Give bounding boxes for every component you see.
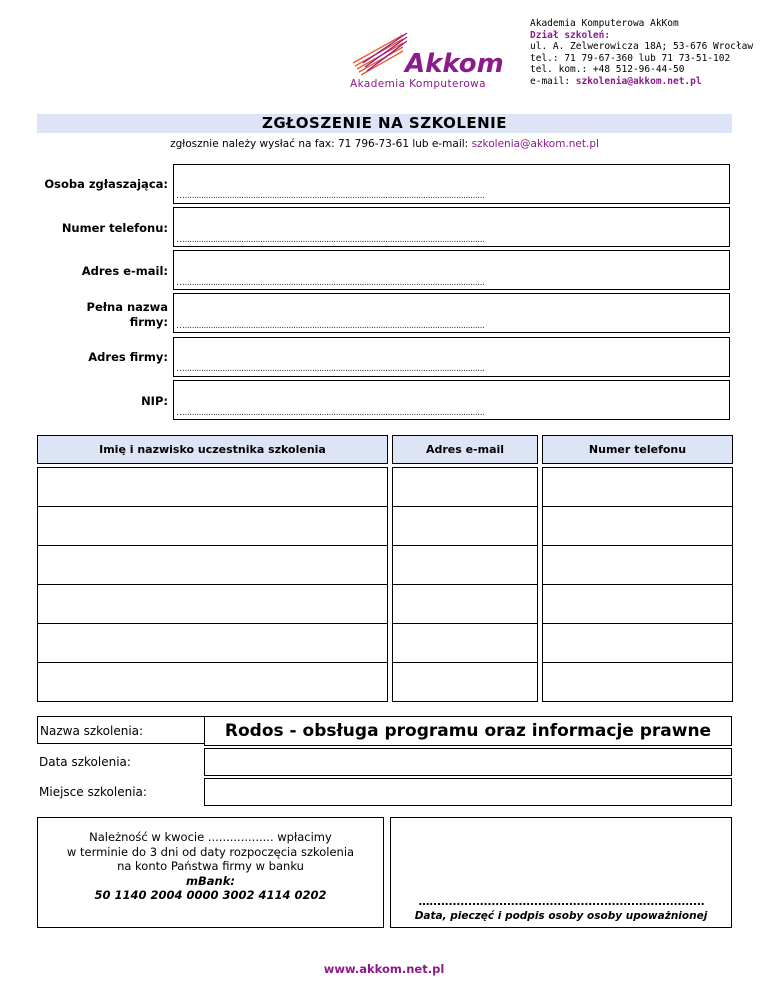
participant-phone-cell[interactable] <box>543 468 733 507</box>
requester-label: Osoba zgłaszająca: <box>44 177 168 191</box>
signature-dots: …....................................................................... <box>418 895 705 908</box>
company-name: Akademia Komputerowa AkKom <box>530 18 679 29</box>
form-title: ZGŁOSZENIE NA SZKOLENIE <box>261 114 508 132</box>
department-label: Dział szkoleń: <box>530 29 611 41</box>
company-address-label: Adres firmy: <box>88 350 168 364</box>
participant-phone-cell[interactable] <box>543 546 733 585</box>
table-row <box>38 585 733 624</box>
participant-name-cell[interactable] <box>38 507 388 546</box>
company-name-label <box>87 300 168 330</box>
company-name-label-line1: Pełna nazwa <box>86 300 168 314</box>
form-title-bar <box>37 114 732 133</box>
participant-email-cell[interactable] <box>393 624 538 663</box>
participant-phone-cell[interactable] <box>543 624 733 663</box>
company-email-link[interactable]: szkolenia@akkom.net.pl <box>575 75 702 87</box>
header-participant-name: Imię i nazwisko uczestnika szkolenia <box>38 436 388 464</box>
participant-email-cell[interactable] <box>393 663 538 702</box>
participant-name-cell[interactable] <box>38 468 388 507</box>
company-name-dots: …............................................................................................................................... <box>176 321 485 331</box>
participant-email-cell[interactable] <box>393 546 538 585</box>
header-participant-email: Adres e-mail <box>393 436 538 464</box>
payment-line-2: w terminie do 3 dni od daty rozpoczęcia szkolenia <box>66 844 355 859</box>
nip-dots: …............................................................................................................................... <box>176 408 485 418</box>
participant-phone-cell[interactable] <box>543 663 733 702</box>
participant-email-cell[interactable] <box>393 507 538 546</box>
table-row <box>38 546 733 585</box>
training-date-field[interactable] <box>204 748 732 776</box>
participant-phone-cell[interactable] <box>543 507 733 546</box>
participant-email-cell[interactable] <box>393 585 538 624</box>
signature-caption: Data, pieczęć i podpis osoby osoby upoważnionej <box>414 910 708 922</box>
bank-name: mBank: <box>186 873 235 888</box>
instruction-email-link[interactable]: szkolenia@akkom.net.pl <box>471 138 599 150</box>
company-mobile: tel. kom.: +48 512-96-44-50 <box>530 64 685 76</box>
participant-name-cell[interactable] <box>38 585 388 624</box>
participants-header-row <box>38 436 733 464</box>
table-row <box>38 507 733 546</box>
bank-account: 50 1140 2004 0000 3002 4114 0202 <box>94 888 327 902</box>
participant-name-cell[interactable] <box>38 546 388 585</box>
participant-name-cell[interactable] <box>38 624 388 663</box>
table-row <box>38 468 733 507</box>
email-dots: …............................................................................................................................... <box>176 278 485 288</box>
svg-text:Akkom: Akkom <box>405 49 504 79</box>
company-email-label: e-mail: <box>530 75 576 87</box>
company-name-label-line2: firmy: <box>129 315 168 329</box>
svg-text:Akademia Komputerowa: Akademia Komputerowa <box>350 78 486 90</box>
table-row <box>38 663 733 702</box>
training-place-field[interactable] <box>204 778 732 806</box>
phone-label: Numer telefonu: <box>61 221 168 235</box>
participant-phone-cell[interactable] <box>543 585 733 624</box>
instruction-text: zgłosznie należy wysłać na fax: 71 796-73-61 lub e-mail: <box>170 138 472 150</box>
table-row <box>38 624 733 663</box>
form-instruction <box>37 138 732 150</box>
company-contact-block <box>530 18 765 88</box>
company-address-dots: …............................................................................................................................... <box>176 364 485 374</box>
participant-email-cell[interactable] <box>393 468 538 507</box>
header-participant-phone: Numer telefonu <box>543 436 733 464</box>
email-label: Adres e-mail: <box>81 264 168 278</box>
company-address: ul. A. Zelwerowicza 18A; 53-676 Wrocław <box>530 41 754 53</box>
payment-line-1: Należność w kwocie .................. wpłacimy <box>89 830 332 844</box>
payment-box <box>37 817 384 928</box>
participant-name-cell[interactable] <box>38 663 388 702</box>
training-name-value: Rodos - obsługa programu oraz informacje prawne <box>204 716 732 746</box>
company-phone: tel.: 71 79-67-360 lub 71 73-51-102 <box>530 52 731 64</box>
company-email-line <box>530 76 765 88</box>
payment-line-3: na konto Państwa firmy w banku <box>117 859 304 873</box>
nip-label: NIP: <box>141 394 168 408</box>
training-name-label: Nazwa szkolenia: <box>37 716 204 744</box>
requester-dots: …............................................................................................................................... <box>176 191 485 201</box>
footer-url[interactable]: www.akkom.net.pl <box>323 962 445 976</box>
akkom-logo <box>345 25 520 95</box>
phone-dots: …............................................................................................................................... <box>176 235 485 245</box>
participants-table <box>37 435 733 702</box>
training-place-label: Miejsce szkolenia: <box>39 785 147 799</box>
training-date-label: Data szkolenia: <box>39 755 131 769</box>
